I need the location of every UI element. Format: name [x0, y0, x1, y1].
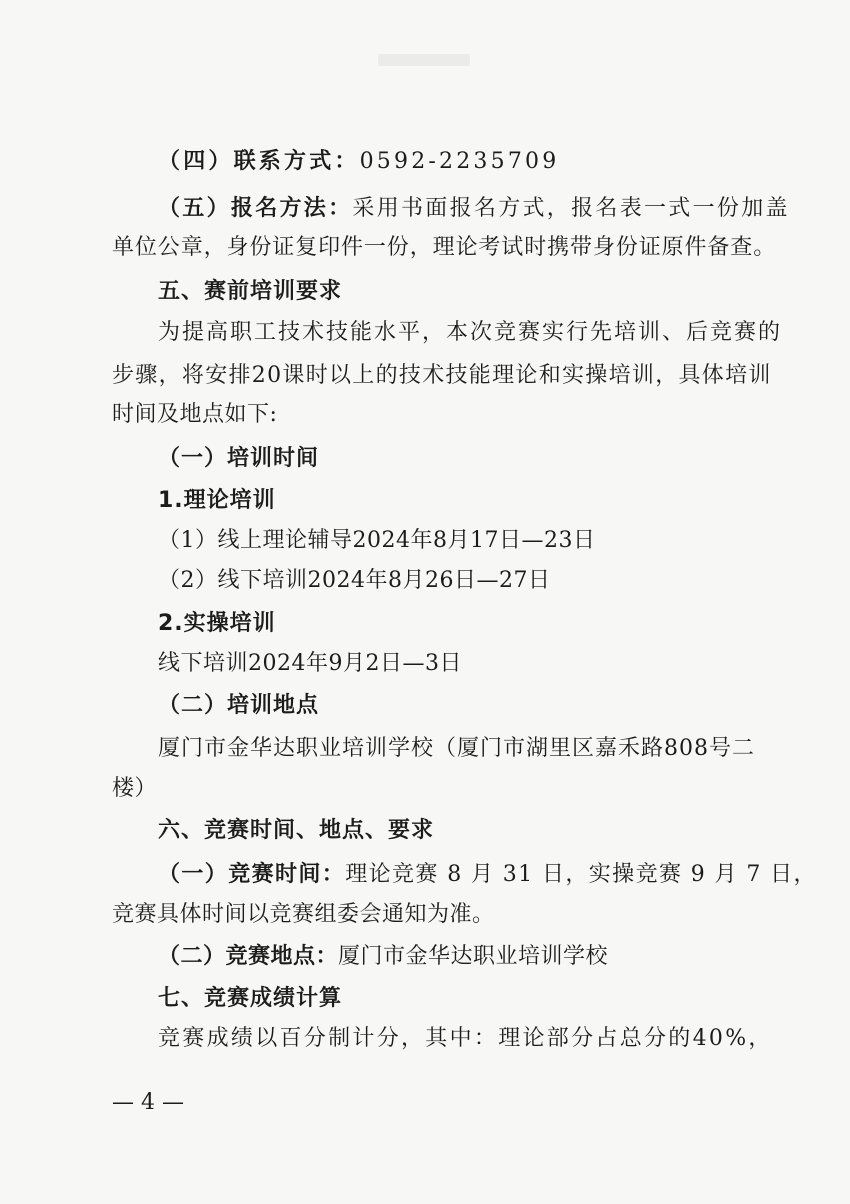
competition-time-line — [158, 859, 817, 890]
faint-stamp-mark — [378, 54, 470, 66]
location-line-2: 楼） — [112, 776, 158, 801]
contact-label: （四）联系方式： — [158, 148, 360, 174]
competition-time-text: 理论竞赛 8 月 31 日，实操竞赛 9 月 7 日， — [345, 862, 817, 887]
theory-item-1: （1）线上理论辅导2024年8月17日—23日 — [158, 528, 596, 553]
practice-item: 线下培训2024年9月2日—3日 — [158, 651, 462, 676]
competition-place-line — [158, 941, 608, 972]
competition-time-label: （一）竞赛时间： — [158, 861, 346, 887]
section5-para-line-2: 步骤，将安排20课时以上的技术技能理论和实操培训，具体培训 — [112, 363, 772, 388]
practice-training-heading: 2.实操培训 — [158, 611, 276, 636]
registration-line-1 — [158, 193, 790, 224]
training-location-heading: （二）培训地点 — [158, 693, 320, 718]
competition-place-label: （二）竞赛地点： — [158, 943, 339, 969]
section5-para-line-1: 为提高职工技术技能水平，本次竞赛实行先培训、后竞赛的 — [158, 320, 783, 345]
training-time-heading: （一）培训时间 — [158, 446, 320, 471]
section5-para-line-3: 时间及地点如下: — [112, 402, 278, 427]
section7-para-line-1: 竞赛成绩以百分制计分，其中：理论部分占总分的40%， — [158, 1026, 773, 1051]
registration-text-1: 采用书面报名方式，报名表一式一份加盖 — [352, 196, 790, 221]
competition-place-text: 厦门市金华达职业培训学校 — [338, 944, 609, 969]
competition-time-line-2: 竞赛具体时间以竞赛组委会通知为准。 — [112, 902, 495, 927]
registration-label: （五）报名方法： — [158, 195, 353, 221]
section6-title: 六、竞赛时间、地点、要求 — [158, 818, 435, 843]
location-line-1: 厦门市金华达职业培训学校（厦门市湖里区嘉禾路808号二 — [158, 736, 755, 761]
section5-title: 五、赛前培训要求 — [158, 279, 343, 304]
theory-training-heading: 1.理论培训 — [158, 488, 276, 513]
contact-value: 0592-2235709 — [359, 149, 560, 174]
contact-line — [158, 146, 559, 177]
section7-title: 七、竞赛成绩计算 — [158, 986, 343, 1011]
page-number: — 4 — — [112, 1090, 184, 1115]
registration-line-2: 单位公章，身份证复印件一份，理论考试时携带身份证原件备查。 — [112, 235, 777, 260]
theory-item-2: （2）线下培训2024年8月26日—27日 — [158, 568, 551, 593]
